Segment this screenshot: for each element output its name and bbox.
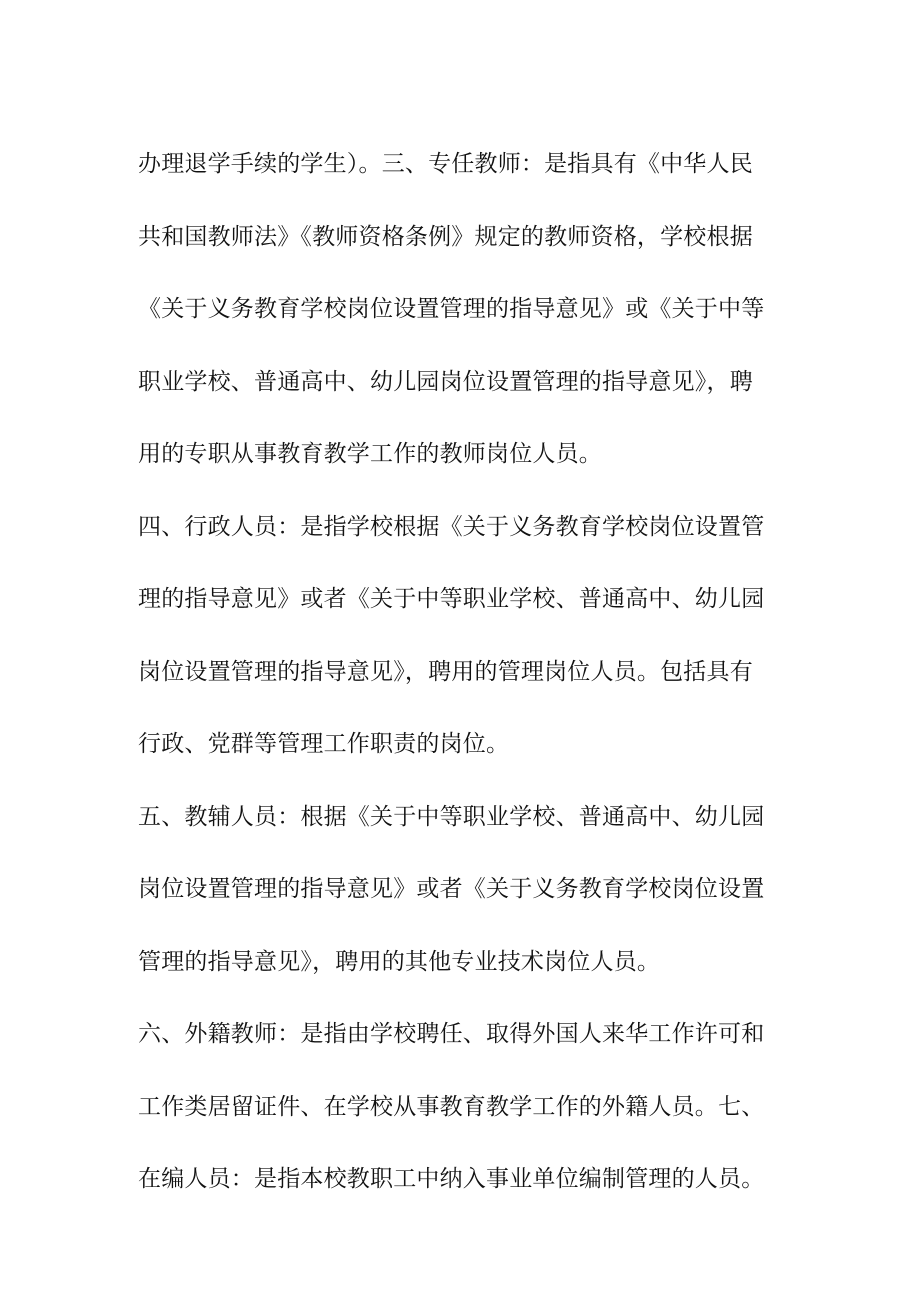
- text-line: 六、外籍教师：是指由学校聘任、取得外国人来华工作许可和: [138, 1021, 765, 1047]
- text-line: 行政、党群等管理工作职责的岗位。: [138, 731, 510, 757]
- text-line: 五、教辅人员：根据《关于中等职业学校、普通高中、幼儿园: [138, 803, 765, 830]
- text-line: 在编人员：是指本校教职工中纳入事业单位编制管理的人员。: [138, 1166, 765, 1192]
- text-line: 工作类居留证件、在学校从事教育教学工作的外籍人员。七、: [138, 1093, 765, 1120]
- document-body: [138, 140, 768, 1228]
- text-line: 共和国教师法》《教师资格条例》规定的教师资格，学校根据: [138, 223, 753, 250]
- text-line: 岗位设置管理的指导意见》，聘用的管理岗位人员。包括具有: [138, 658, 753, 685]
- text-line: 职业学校、普通高中、幼儿园岗位设置管理的指导意见》，聘: [138, 368, 753, 395]
- text-line: 用的专职从事教育教学工作的教师岗位人员。: [138, 441, 602, 467]
- text-line: 理的指导意见》或者《关于中等职业学校、普通高中、幼儿园: [138, 586, 765, 612]
- text-line: 岗位设置管理的指导意见》或者《关于义务教育学校岗位设置: [138, 876, 765, 902]
- text-line: 办理退学手续的学生）。三、专任教师：是指具有《中华人民: [138, 151, 753, 177]
- text-line: 《关于义务教育学校岗位设置管理的指导意见》或《关于中等: [138, 296, 765, 322]
- text-line: 管理的指导意见》，聘用的其他专业技术岗位人员。: [138, 948, 661, 975]
- text-line: 四、行政人员：是指学校根据《关于义务教育学校岗位设置管: [138, 513, 765, 540]
